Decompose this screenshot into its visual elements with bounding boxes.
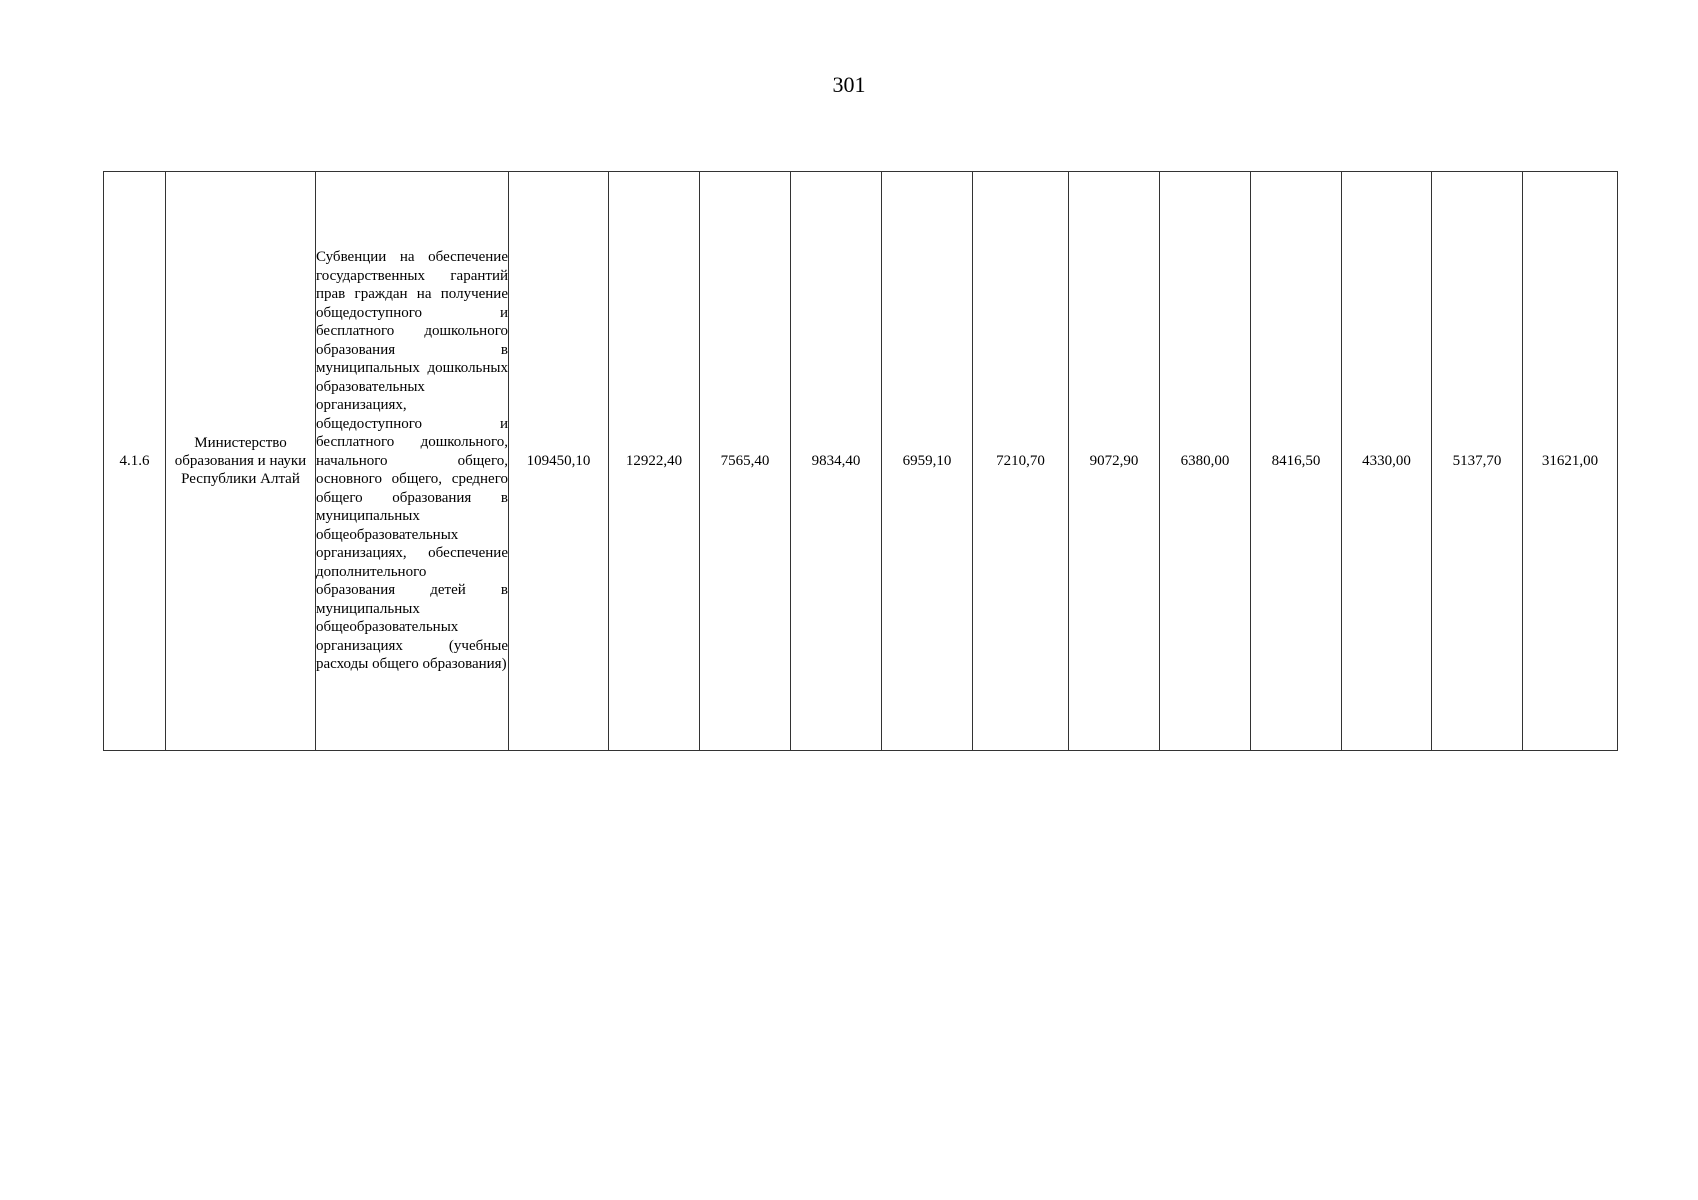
value-cell-2: 12922,40 <box>609 172 700 751</box>
value-cell-7: 9072,90 <box>1069 172 1160 751</box>
description-cell <box>316 172 509 751</box>
value-cell-9: 8416,50 <box>1251 172 1342 751</box>
value-cell-10: 4330,00 <box>1342 172 1432 751</box>
organization-cell: Министерство образования и науки Республики Алтай <box>166 172 316 751</box>
value-cell-1: 109450,10 <box>509 172 609 751</box>
value-cell-4: 9834,40 <box>791 172 882 751</box>
value-cell-8: 6380,00 <box>1160 172 1251 751</box>
table-row <box>104 172 1618 751</box>
description-text: Субвенции на обеспечение государственных гарантий прав граждан на получение общедоступного и бесплатного дошкольного образования в муниципальных дошкольных образовательных организациях, общедоступного и бесплатного дошкольного, начального общего, основного общего, среднего общего образования в муниципальных общеобразовательных организациях, обеспечение дополнительного образования детей в муниципальных общеобразовательных организациях (учебные расходы общего образования) <box>316 249 508 673</box>
value-cell-6: 7210,70 <box>973 172 1069 751</box>
value-cell-3: 7565,40 <box>700 172 791 751</box>
budget-table <box>103 171 1618 751</box>
value-cell-11: 5137,70 <box>1432 172 1523 751</box>
row-code: 4.1.6 <box>104 172 166 751</box>
value-cell-12: 31621,00 <box>1523 172 1618 751</box>
value-cell-5: 6959,10 <box>882 172 973 751</box>
page-number: 301 <box>832 72 866 97</box>
